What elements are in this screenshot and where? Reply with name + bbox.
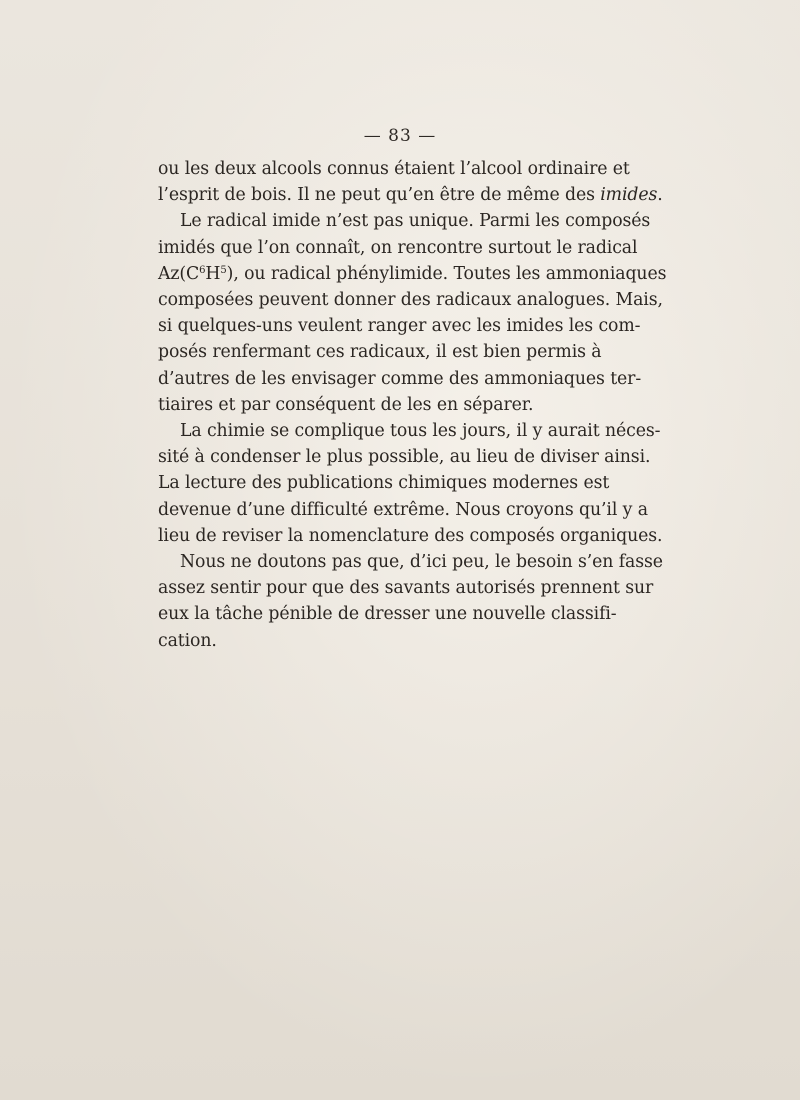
text-run: ), ou radical phénylimide. Toutes les ammoniaques	[226, 263, 667, 284]
text-line: cation.	[158, 630, 217, 651]
body-text	[158, 156, 667, 654]
formula-line	[158, 261, 667, 287]
text-line: si quelques-uns veulent ranger avec les imides les com-	[158, 316, 641, 337]
text-line: posés renfermant ces radicaux, il est bien permis à	[158, 342, 602, 363]
formula-run: H	[205, 263, 221, 284]
formula-run: Az(C	[158, 263, 200, 284]
text-line: composées peuvent donner des radicaux analogues. Mais,	[158, 290, 663, 311]
text-line: eux la tâche pénible de dresser une nouvelle classifi-	[158, 604, 617, 625]
text-line: assez sentir pour que des savants autorisés prennent sur	[158, 578, 654, 599]
text-line: imidés que l’on connaît, on rencontre surtout le radical	[158, 237, 638, 258]
formula-superscript: 6	[199, 264, 206, 276]
formula-superscript: 5	[220, 264, 227, 276]
paragraph-start-line: La chimie se complique tous les jours, il y aurait néces-	[180, 421, 661, 442]
text-line: sité à condenser le plus possible, au lieu de diviser ainsi.	[158, 447, 651, 468]
text-line: La lecture des publications chimiques modernes est	[158, 473, 610, 494]
text-line: d’autres de les envisager comme des ammoniaques ter-	[158, 368, 642, 389]
text-line: devenue d’une difficulté extrême. Nous croyons qu’il y a	[158, 499, 648, 520]
page-number: — 83 —	[363, 126, 437, 146]
text-run: l’esprit de bois. Il ne peut qu’en être de même des	[158, 185, 601, 206]
text-line: lieu de reviser la nomenclature des composés organiques.	[158, 525, 663, 546]
text-line: tiaires et par conséquent de les en séparer.	[158, 394, 534, 415]
text-line: ou les deux alcools connus étaient l’alcool ordinaire et	[158, 159, 630, 179]
paragraph-start-line: Le radical imide n’est pas unique. Parmi les composés	[180, 211, 651, 232]
text-run: .	[657, 185, 663, 206]
paragraph-start-line: Nous ne doutons pas que, d’ici peu, le besoin s’en fasse	[180, 552, 663, 573]
italic-term: imides	[600, 185, 658, 206]
text-line	[158, 182, 663, 208]
